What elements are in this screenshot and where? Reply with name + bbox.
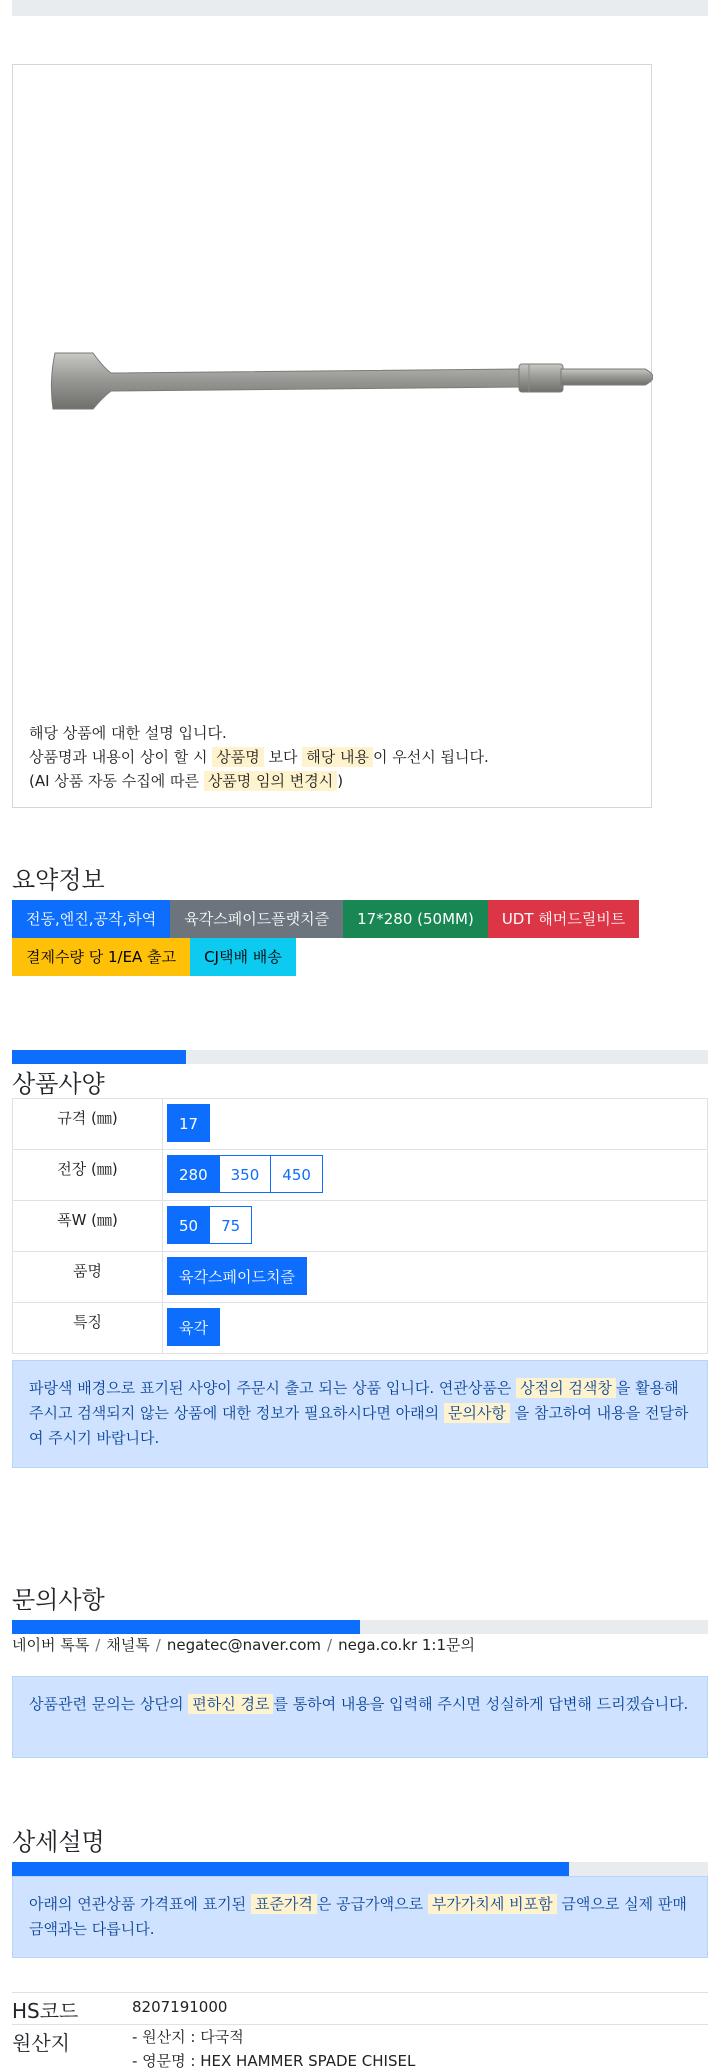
spec-option-button[interactable]: 350 bbox=[219, 1155, 272, 1193]
highlight-text: 편하신 경로 bbox=[188, 1694, 273, 1714]
spec-label: 특징 bbox=[13, 1303, 163, 1354]
spec-notice bbox=[12, 1360, 708, 1468]
origin-english-name: - 영문명 : HEX HAMMER SPADE CHISEL bbox=[132, 2052, 416, 2070]
highlight-text: 표준가격 bbox=[251, 1894, 317, 1914]
spec-label: 규격 (㎜) bbox=[13, 1099, 163, 1150]
inquiry-progress bbox=[12, 1620, 708, 1634]
highlight-text: 부가가치세 비포함 bbox=[428, 1894, 557, 1914]
origin-label: 원산지 bbox=[12, 2031, 70, 2055]
spec-option-button[interactable]: 17 bbox=[167, 1104, 210, 1142]
spec-row bbox=[13, 1201, 708, 1252]
spec-options bbox=[163, 1099, 708, 1150]
notice-text: 상품관련 문의는 상단의 bbox=[29, 1695, 184, 1713]
inquiry-title: 문의사항 bbox=[12, 1586, 105, 1614]
spec-row bbox=[13, 1252, 708, 1303]
notice-text: 을 참고하여 내용을 전달하여 주시기 바랍니다. bbox=[29, 1404, 689, 1447]
highlight-text: 문의사항 bbox=[444, 1403, 510, 1423]
top-progress-track bbox=[12, 0, 708, 16]
spec-row bbox=[13, 1150, 708, 1201]
summary-badge: 17*280 (50MM) bbox=[343, 900, 488, 938]
detail-progress-fill bbox=[12, 1862, 569, 1876]
spec-row bbox=[13, 1099, 708, 1150]
summary-badge: 전동,엔진,공작,하역 bbox=[12, 900, 170, 938]
highlight-text: 상점의 검색창 bbox=[516, 1378, 616, 1398]
contact-link[interactable]: 네이버 톡톡 bbox=[12, 1636, 90, 1654]
notice-text: 파랑색 배경으로 표기된 사양이 주문시 출고 되는 상품 입니다. 연관상품은 bbox=[29, 1379, 512, 1397]
spec-row bbox=[13, 1303, 708, 1354]
inquiry-progress-fill bbox=[12, 1620, 360, 1634]
origin-row bbox=[12, 2024, 708, 2070]
spec-label: 품명 bbox=[13, 1252, 163, 1303]
spec-progress-fill bbox=[12, 1050, 186, 1064]
contact-separator: / bbox=[327, 1636, 333, 1654]
notice-text: 를 통하여 내용을 입력해 주시면 성실하게 답변해 드리겠습니다. bbox=[273, 1695, 689, 1713]
highlight-text: 상품명 임의 변경시 bbox=[204, 771, 337, 791]
contact-link[interactable]: negatec@naver.com bbox=[166, 1636, 322, 1654]
spec-options bbox=[163, 1303, 708, 1354]
product-image bbox=[33, 345, 653, 465]
spec-option-button[interactable]: 280 bbox=[167, 1155, 220, 1193]
detail-title: 상세설명 bbox=[12, 1828, 105, 1856]
description-text: ) bbox=[337, 772, 344, 790]
summary-badges-row bbox=[12, 900, 639, 938]
notice-text: 금액으로 실제 판매금액과는 다릅니다. bbox=[29, 1895, 687, 1938]
notice-text: 아래의 연관상품 가격표에 표기된 bbox=[29, 1895, 247, 1913]
summary-badges-row bbox=[12, 938, 296, 976]
origin-values bbox=[132, 2025, 415, 2070]
hs-code-label: HS코드 bbox=[12, 1999, 79, 2023]
hs-code-row bbox=[12, 1992, 708, 2024]
summary-title: 요약정보 bbox=[12, 866, 105, 894]
detail-progress bbox=[12, 1862, 708, 1876]
spec-options bbox=[163, 1252, 708, 1303]
spec-option-button[interactable]: 75 bbox=[209, 1206, 252, 1244]
notice-text: 은 공급가액으로 bbox=[316, 1895, 424, 1913]
product-card bbox=[12, 64, 652, 808]
product-description bbox=[29, 721, 489, 793]
spec-options bbox=[163, 1201, 708, 1252]
spec-progress bbox=[12, 1050, 708, 1064]
description-text: (AI 상품 자동 수집에 따른 bbox=[29, 772, 200, 790]
summary-badge: CJ택배 배송 bbox=[190, 938, 296, 976]
detail-notice bbox=[12, 1876, 708, 1958]
highlight-text: 해당 내용 bbox=[302, 747, 373, 767]
hs-code-value: 8207191000 bbox=[132, 1998, 228, 2016]
origin-country: - 원산지 : 다국적 bbox=[132, 2028, 244, 2046]
description-text: 이 우선시 됩니다. bbox=[373, 748, 489, 766]
contact-link[interactable]: 채널톡 bbox=[106, 1636, 150, 1654]
spec-option-button[interactable]: 육각스페이드치즐 bbox=[167, 1257, 307, 1295]
summary-badge: 결제수량 당 1/EA 출고 bbox=[12, 938, 190, 976]
spec-table bbox=[12, 1098, 708, 1354]
spec-label: 전장 (㎜) bbox=[13, 1150, 163, 1201]
spec-option-button[interactable]: 육각 bbox=[167, 1308, 220, 1346]
spec-label: 폭W (㎜) bbox=[13, 1201, 163, 1252]
highlight-text: 상품명 bbox=[212, 747, 263, 767]
spec-options bbox=[163, 1150, 708, 1201]
description-text: 상품명과 내용이 상이 할 시 bbox=[29, 748, 208, 766]
inquiry-notice bbox=[12, 1676, 708, 1758]
contact-link[interactable]: nega.co.kr 1:1문의 bbox=[338, 1636, 475, 1654]
spec-option-button[interactable]: 50 bbox=[167, 1206, 210, 1244]
notice-text: 을 활용해 주시고 검색되지 않는 상품에 대한 정보가 필요하시다면 아래의 bbox=[29, 1379, 679, 1422]
contact-links bbox=[12, 1634, 475, 1655]
contact-separator: / bbox=[95, 1636, 101, 1654]
summary-badge: 육각스페이드플랫치즐 bbox=[170, 900, 343, 938]
description-text: 보다 bbox=[268, 748, 298, 766]
summary-badge: UDT 해머드릴비트 bbox=[488, 900, 639, 938]
contact-separator: / bbox=[155, 1636, 161, 1654]
spec-option-button[interactable]: 450 bbox=[270, 1155, 323, 1193]
description-line1: 해당 상품에 대한 설명 입니다. bbox=[29, 724, 227, 742]
spec-title: 상품사양 bbox=[12, 1070, 105, 1098]
